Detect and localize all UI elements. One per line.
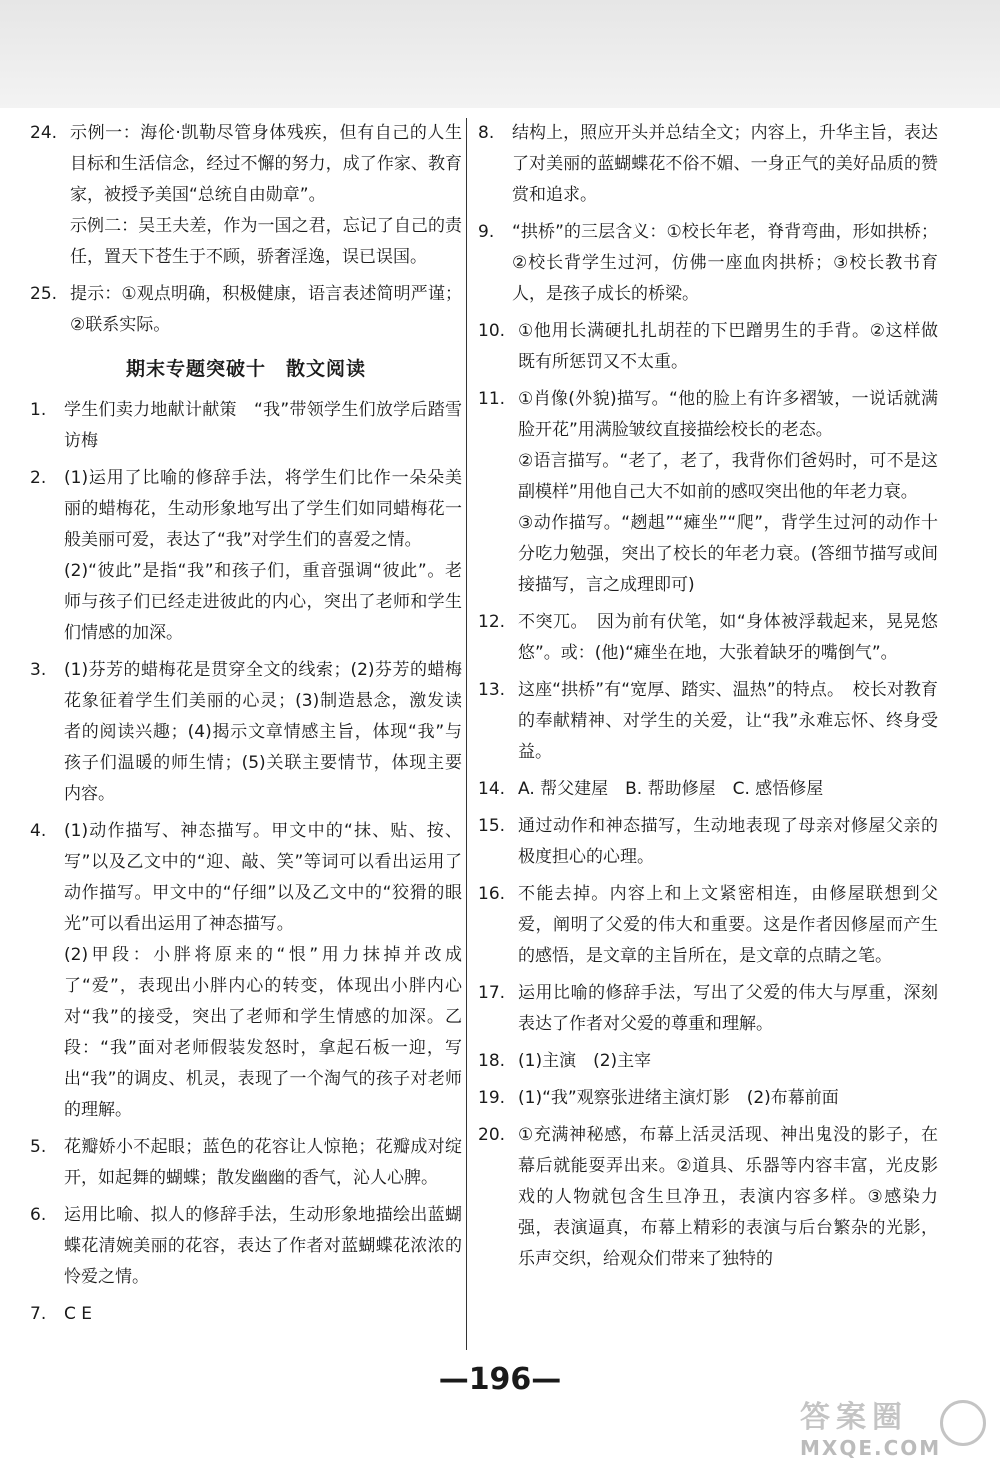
- answer-item: [478, 217, 938, 310]
- answer-number: 19.: [478, 1088, 506, 1108]
- answer-number: 1.: [30, 400, 47, 420]
- answer-number: 4.: [30, 821, 47, 841]
- watermark-logo: [800, 1400, 990, 1462]
- answer-number: 6.: [30, 1205, 47, 1225]
- answer-text: A. 帮父建屋 B. 帮助修屋 C. 感悟修屋: [518, 779, 824, 799]
- answer-text: 这座“拱桥”有“宽厚、踏实、温热”的特点。 校长对教育的奉献精神、对学生的关爱，让“我”永难忘怀、终身受益。: [518, 680, 938, 762]
- answer-number: 8.: [478, 123, 495, 143]
- answer-item: [30, 395, 462, 457]
- answer-number: 7.: [30, 1304, 47, 1324]
- answer-number: 20.: [478, 1125, 506, 1145]
- answer-text: (1)“我”观察张进绪主演灯影 (2)布幕前面: [518, 1088, 839, 1108]
- answer-item: [30, 1299, 462, 1330]
- answer-text: 示例一：海伦·凯勒尽管身体残疾，但有自己的人生目标和生活信念，经过不懈的努力，成了作家、教育家，被授予美国“总统自由勋章”。: [70, 123, 462, 205]
- answer-number: 16.: [478, 884, 506, 904]
- answer-item: [478, 675, 938, 768]
- watermark-line2: MXQE.COM: [800, 1436, 942, 1460]
- answer-number: 10.: [478, 321, 506, 341]
- left-column: [30, 118, 462, 1336]
- answer-text: C E: [64, 1304, 93, 1324]
- answer-item: [30, 279, 462, 341]
- answer-item: [478, 1083, 938, 1114]
- answers-section-ten: [30, 395, 462, 1330]
- answer-text: 运用比喻、拟人的修辞手法，生动形象地描绘出蓝蝴蝶花清婉美丽的花容，表达了作者对蓝蝴蝶花浓浓的怜爱之情。: [64, 1205, 462, 1287]
- answer-item: [478, 811, 938, 873]
- answer-text: (1)主演 (2)主宰: [518, 1051, 652, 1071]
- answer-item: [30, 1132, 462, 1194]
- answer-item: [478, 316, 938, 378]
- top-gray-band: [0, 0, 1000, 108]
- answer-item: [478, 774, 938, 805]
- answer-number: 2.: [30, 468, 47, 488]
- answer-text: ①他用长满硬扎扎胡茬的下巴蹭男生的手背。②这样做既有所惩罚又不太重。: [518, 321, 938, 372]
- answer-text: ①充满神秘感，布幕上活灵活现、神出鬼没的影子，在幕后就能耍弄出来。②道具、乐器等内容丰富，光皮影戏的人物就包含生旦净丑，表演内容多样。③感染力强，表演逼真，布幕上精彩的表演与后台繁杂的光影，乐声交织，给观众们带来了独特的: [518, 1125, 938, 1269]
- answer-text: “拱桥”的三层含义：①校长年老，脊背弯曲，形如拱桥；②校长背学生过河，仿佛一座血肉拱桥；③校长教书育人，是孩子成长的桥梁。: [512, 222, 938, 304]
- answer-text: 不能去掉。内容上和上文紧密相连，由修屋联想到父爱，阐明了父爱的伟大和重要。这是作者因修屋而产生的感悟，是文章的主旨所在，是文章的点睛之笔。: [518, 884, 938, 966]
- watermark-line1: 答案圈: [800, 1400, 908, 1435]
- answer-item: [478, 607, 938, 669]
- answer-text: (1)运用了比喻的修辞手法，将学生们比作一朵朵美丽的蜡梅花，生动形象地写出了学生们如同蜡梅花一般美丽可爱，表达了“我”对学生们的喜爱之情。: [64, 468, 462, 550]
- watermark-seal-icon: [940, 1400, 986, 1446]
- answer-item: [478, 384, 938, 601]
- answer-text: 花瓣娇小不起眼；蓝色的花容让人惊艳；花瓣成对绽开，如起舞的蝴蝶；散发幽幽的香气，沁人心脾。: [64, 1137, 462, 1188]
- answer-text: 不突兀。 因为前有伏笔，如“身体被浮载起来，晃晃悠悠”。或：(他)“瘫坐在地，大张着缺牙的嘴倒气”。: [518, 612, 938, 663]
- answer-item: [478, 1120, 938, 1275]
- answer-number: 24.: [30, 123, 58, 143]
- answers-continued: [478, 118, 938, 1275]
- answer-item: [30, 1200, 462, 1293]
- answer-number: 18.: [478, 1051, 506, 1071]
- answer-number: 14.: [478, 779, 506, 799]
- answer-item: [478, 1046, 938, 1077]
- answer-item: [30, 118, 462, 273]
- answer-text: ②语言描写。“老了，老了，我背你们爸妈时，可不是这副模样”用他自己大不如前的感叹突出他的年老力衰。: [518, 451, 938, 502]
- answer-number: 12.: [478, 612, 506, 632]
- answer-number: 17.: [478, 983, 506, 1003]
- answer-item: [30, 463, 462, 649]
- answer-item: [478, 879, 938, 972]
- section-title: 期末专题突破十 散文阅读: [125, 358, 366, 380]
- answer-text: 运用比喻的修辞手法，写出了父爱的伟大与厚重，深刻表达了作者对父爱的尊重和理解。: [518, 983, 938, 1034]
- answer-number: 3.: [30, 660, 47, 680]
- column-divider: [466, 118, 467, 1350]
- answer-text: (2)“彼此”是指“我”和孩子们，重音强调“彼此”。老师与孩子们已经走进彼此的内心，突出了老师和学生们情感的加深。: [64, 561, 462, 643]
- answer-text: 示例二：吴王夫差，作为一国之君，忘记了自己的责任，置天下苍生于不顾，骄奢淫逸，误已误国。: [70, 216, 462, 267]
- answer-text: ①肖像(外貌)描写。“他的脸上有许多褶皱，一说话就满脸开花”用满脸皱纹直接描绘校长的老态。: [518, 389, 938, 440]
- answer-number: 5.: [30, 1137, 47, 1157]
- answer-number: 15.: [478, 816, 506, 836]
- answers-prev-section: [30, 118, 462, 341]
- answer-text: 通过动作和神态描写，生动地表现了母亲对修屋父亲的极度担心的心理。: [518, 816, 938, 867]
- answer-text: (2)甲段：小胖将原来的“恨”用力抹掉并改成了“爱”，表现出小胖内心的转变，体现出小胖内心对“我”的接受，突出了老师和学生情感的加深。乙段：“我”面对老师假装发怒时，拿起石板一迎，写出“我”的调皮、机灵，表现了一个淘气的孩子对老师的理解。: [64, 945, 462, 1120]
- answer-number: 9.: [478, 222, 495, 242]
- answer-text: ③动作描写。“趔趄”“瘫坐”“爬”，背学生过河的动作十分吃力勉强，突出了校长的年老力衰。(答细节描写或间接描写，言之成理即可): [518, 513, 938, 595]
- answer-number: 13.: [478, 680, 506, 700]
- answer-text: (1)芬芳的蜡梅花是贯穿全文的线索；(2)芬芳的蜡梅花象征着学生们美丽的心灵；(3)制造悬念，激发读者的阅读兴趣；(4)揭示文章情感主旨，体现“我”与孩子们温暖的师生情；(5)关联主要情节，体现主要内容。: [64, 660, 462, 804]
- right-column: [478, 118, 938, 1281]
- page-number: —196—: [438, 1362, 562, 1397]
- answer-text: 提示：①观点明确，积极健康，语言表述简明严谨；②联系实际。: [70, 284, 462, 335]
- answer-item: [30, 816, 462, 1126]
- answer-number: 25.: [30, 284, 58, 304]
- answer-item: [30, 655, 462, 810]
- answer-text: 学生们卖力地献计献策 “我”带领学生们放学后踏雪访梅: [64, 400, 462, 451]
- answer-item: [478, 978, 938, 1040]
- answer-text: 结构上，照应开头并总结全文；内容上，升华主旨，表达了对美丽的蓝蝴蝶花不俗不媚、一身正气的美好品质的赞赏和追求。: [512, 123, 938, 205]
- answer-text: (1)动作描写、神态描写。甲文中的“抹、贴、按、写”以及乙文中的“迎、敲、笑”等词可以看出运用了动作描写。甲文中的“仔细”以及乙文中的“狡猾的眼光”可以看出运用了神态描写。: [64, 821, 462, 934]
- answer-number: 11.: [478, 389, 506, 409]
- answer-item: [478, 118, 938, 211]
